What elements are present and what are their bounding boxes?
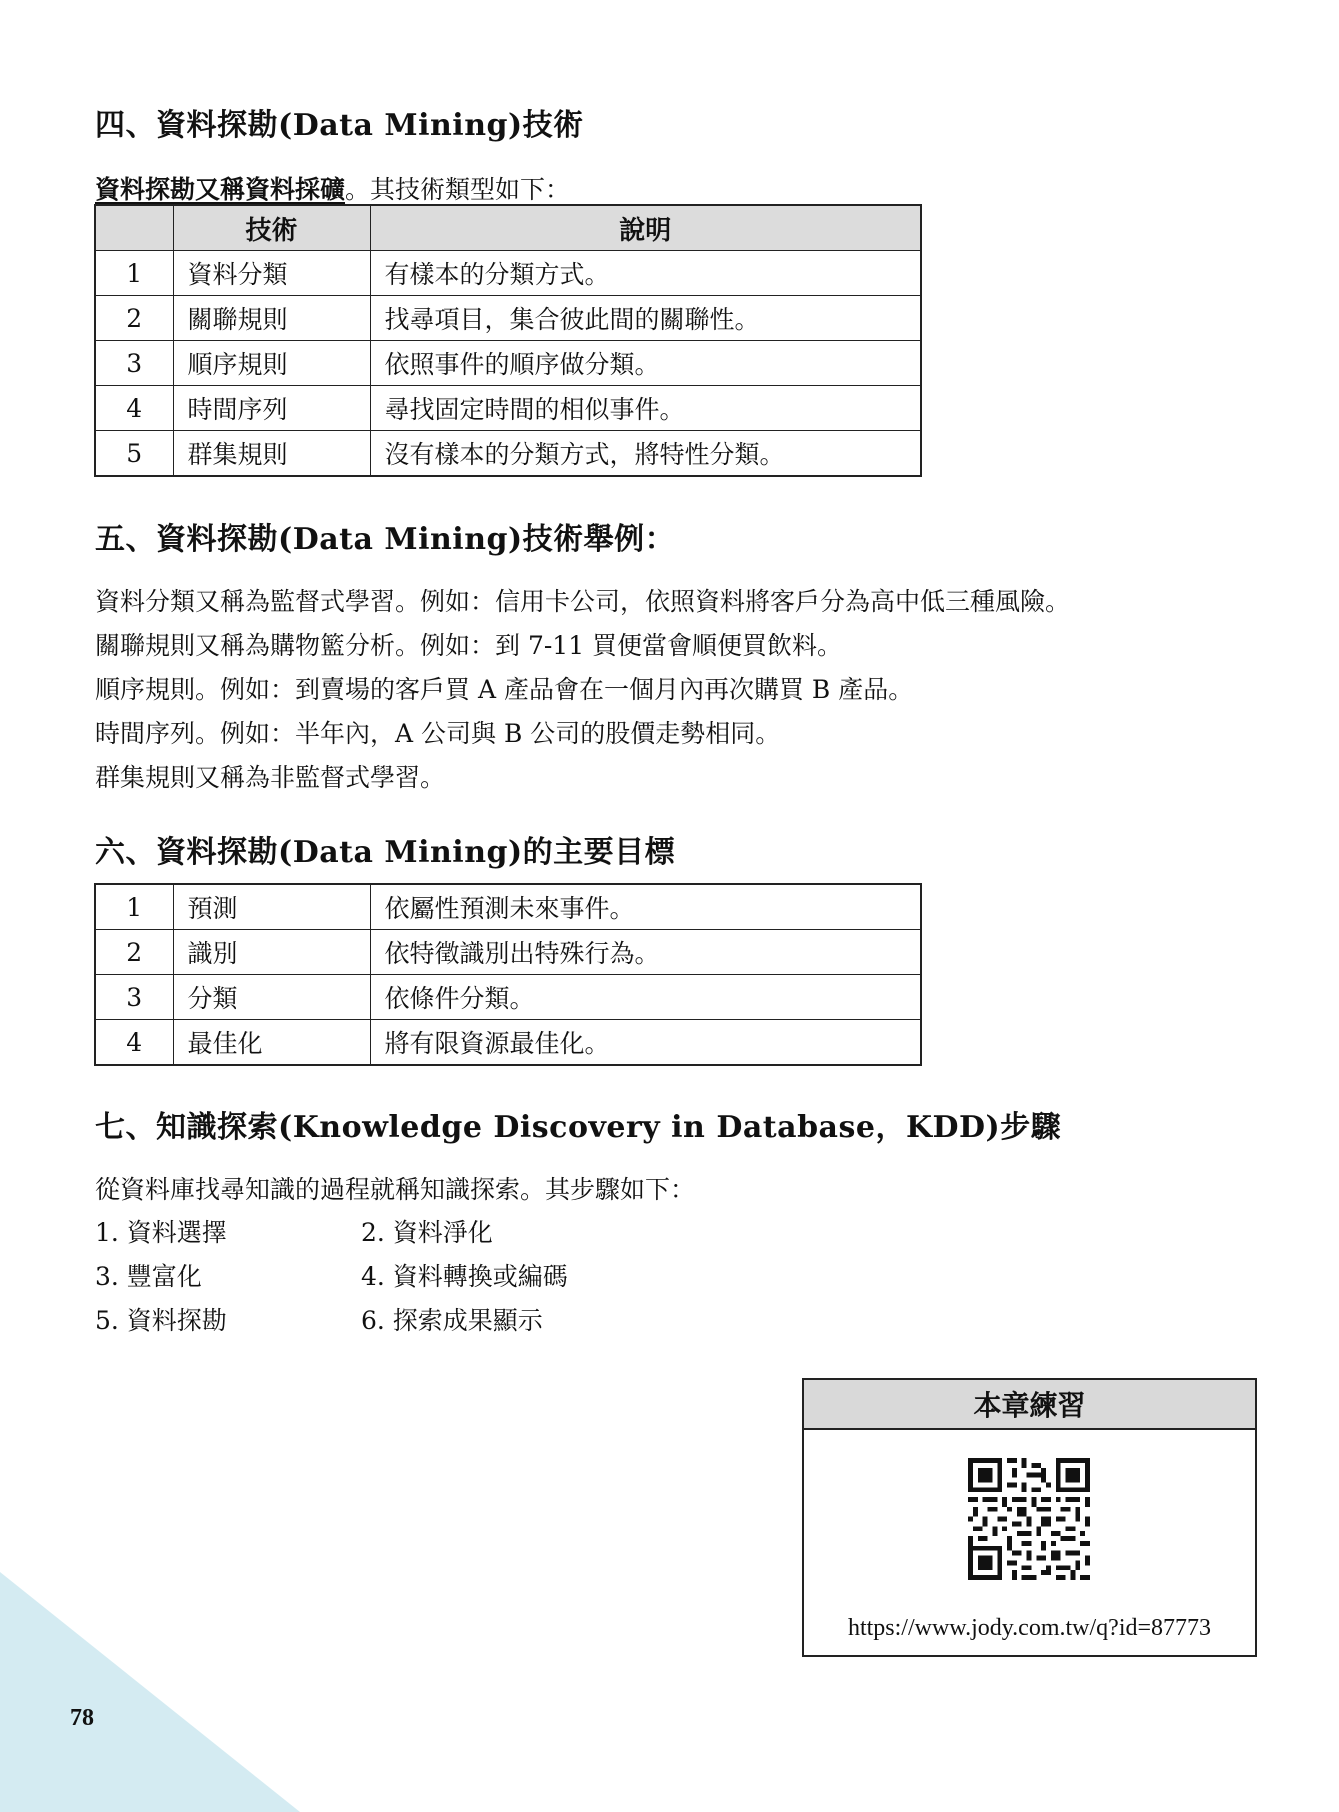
row-number: 1 [95,884,173,930]
row-description: 將有限資源最佳化。 [370,1020,921,1066]
table-row [95,975,921,1020]
row-goal: 預測 [173,884,370,930]
table-row [95,341,921,386]
technique-table-header [95,205,921,251]
step-item: 2. 資料淨化 [361,1218,493,1247]
example-line: 資料分類又稱為監督式學習。例如：信用卡公司，依照資料將客戶分為高中低三種風險。 [95,587,1071,616]
row-technique: 群集規則 [173,431,370,477]
practice-url-link[interactable]: https://www.jody.com.tw/q?id=87773 [847,1615,1212,1641]
qr-code-icon[interactable] [968,1458,1090,1580]
row-number: 3 [95,975,173,1020]
goals-table [94,883,922,1066]
table-row [95,884,921,930]
row-number: 2 [95,296,173,341]
section-4-heading: 四、資料探勘(Data Mining)技術 [95,108,584,143]
row-number: 2 [95,930,173,975]
example-line: 群集規則又稱為非監督式學習。 [95,763,446,792]
practice-title: 本章練習 [804,1380,1255,1430]
step-item: 4. 資料轉換或編碼 [361,1262,568,1291]
row-number: 1 [95,251,173,296]
section-4-intro-bold: 資料探勘又稱資料採礦 [95,175,346,204]
table-row [95,386,921,431]
row-description: 沒有樣本的分類方式，將特性分類。 [370,431,921,477]
section-4-intro-rest: 。其技術類型如下： [345,175,571,204]
table-row [95,1020,921,1066]
row-goal: 最佳化 [173,1020,370,1066]
section-4-intro [95,170,570,206]
table-row [95,930,921,975]
row-description: 依照事件的順序做分類。 [370,341,921,386]
row-goal: 識別 [173,930,370,975]
header-description: 說明 [370,205,921,251]
example-line: 時間序列。例如：半年內，A 公司與 B 公司的股價走勢相同。 [95,719,781,748]
chapter-practice-box [802,1378,1257,1657]
table-row [95,296,921,341]
table-row [95,431,921,477]
row-description: 依屬性預測未來事件。 [370,884,921,930]
row-description: 有樣本的分類方式。 [370,251,921,296]
row-technique: 關聯規則 [173,296,370,341]
step-item: 5. 資料探勘 [95,1306,227,1335]
corner-decoration [0,1572,300,1812]
example-line: 順序規則。例如：到賣場的客戶買 A 產品會在一個月內再次購買 B 產品。 [95,675,914,704]
row-description: 依條件分類。 [370,975,921,1020]
section-7-intro: 從資料庫找尋知識的過程就稱知識探索。其步驟如下： [95,1175,696,1204]
row-description: 找尋項目，集合彼此間的關聯性。 [370,296,921,341]
example-line: 關聯規則又稱為購物籃分析。例如：到 7-11 買便當會順便買飲料。 [95,631,843,660]
row-technique: 時間序列 [173,386,370,431]
row-number: 4 [95,1020,173,1066]
table-row [95,251,921,296]
header-number [95,205,173,251]
technique-table [94,204,922,477]
row-description: 尋找固定時間的相似事件。 [370,386,921,431]
step-item: 6. 探索成果顯示 [361,1306,543,1335]
step-item: 1. 資料選擇 [95,1218,227,1247]
row-number: 5 [95,431,173,477]
step-item: 3. 豐富化 [95,1262,202,1291]
section-6-heading: 六、資料探勘(Data Mining)的主要目標 [95,835,676,870]
row-technique: 順序規則 [173,341,370,386]
row-technique: 資料分類 [173,251,370,296]
header-technique: 技術 [173,205,370,251]
row-number: 4 [95,386,173,431]
page-number: 78 [70,1705,94,1731]
row-number: 3 [95,341,173,386]
row-description: 依特徵識別出特殊行為。 [370,930,921,975]
section-7-heading: 七、知識探索(Knowledge Discovery in Database，KDD)步驟 [95,1110,1062,1145]
row-goal: 分類 [173,975,370,1020]
section-5-heading: 五、資料探勘(Data Mining)技術舉例： [95,522,676,557]
